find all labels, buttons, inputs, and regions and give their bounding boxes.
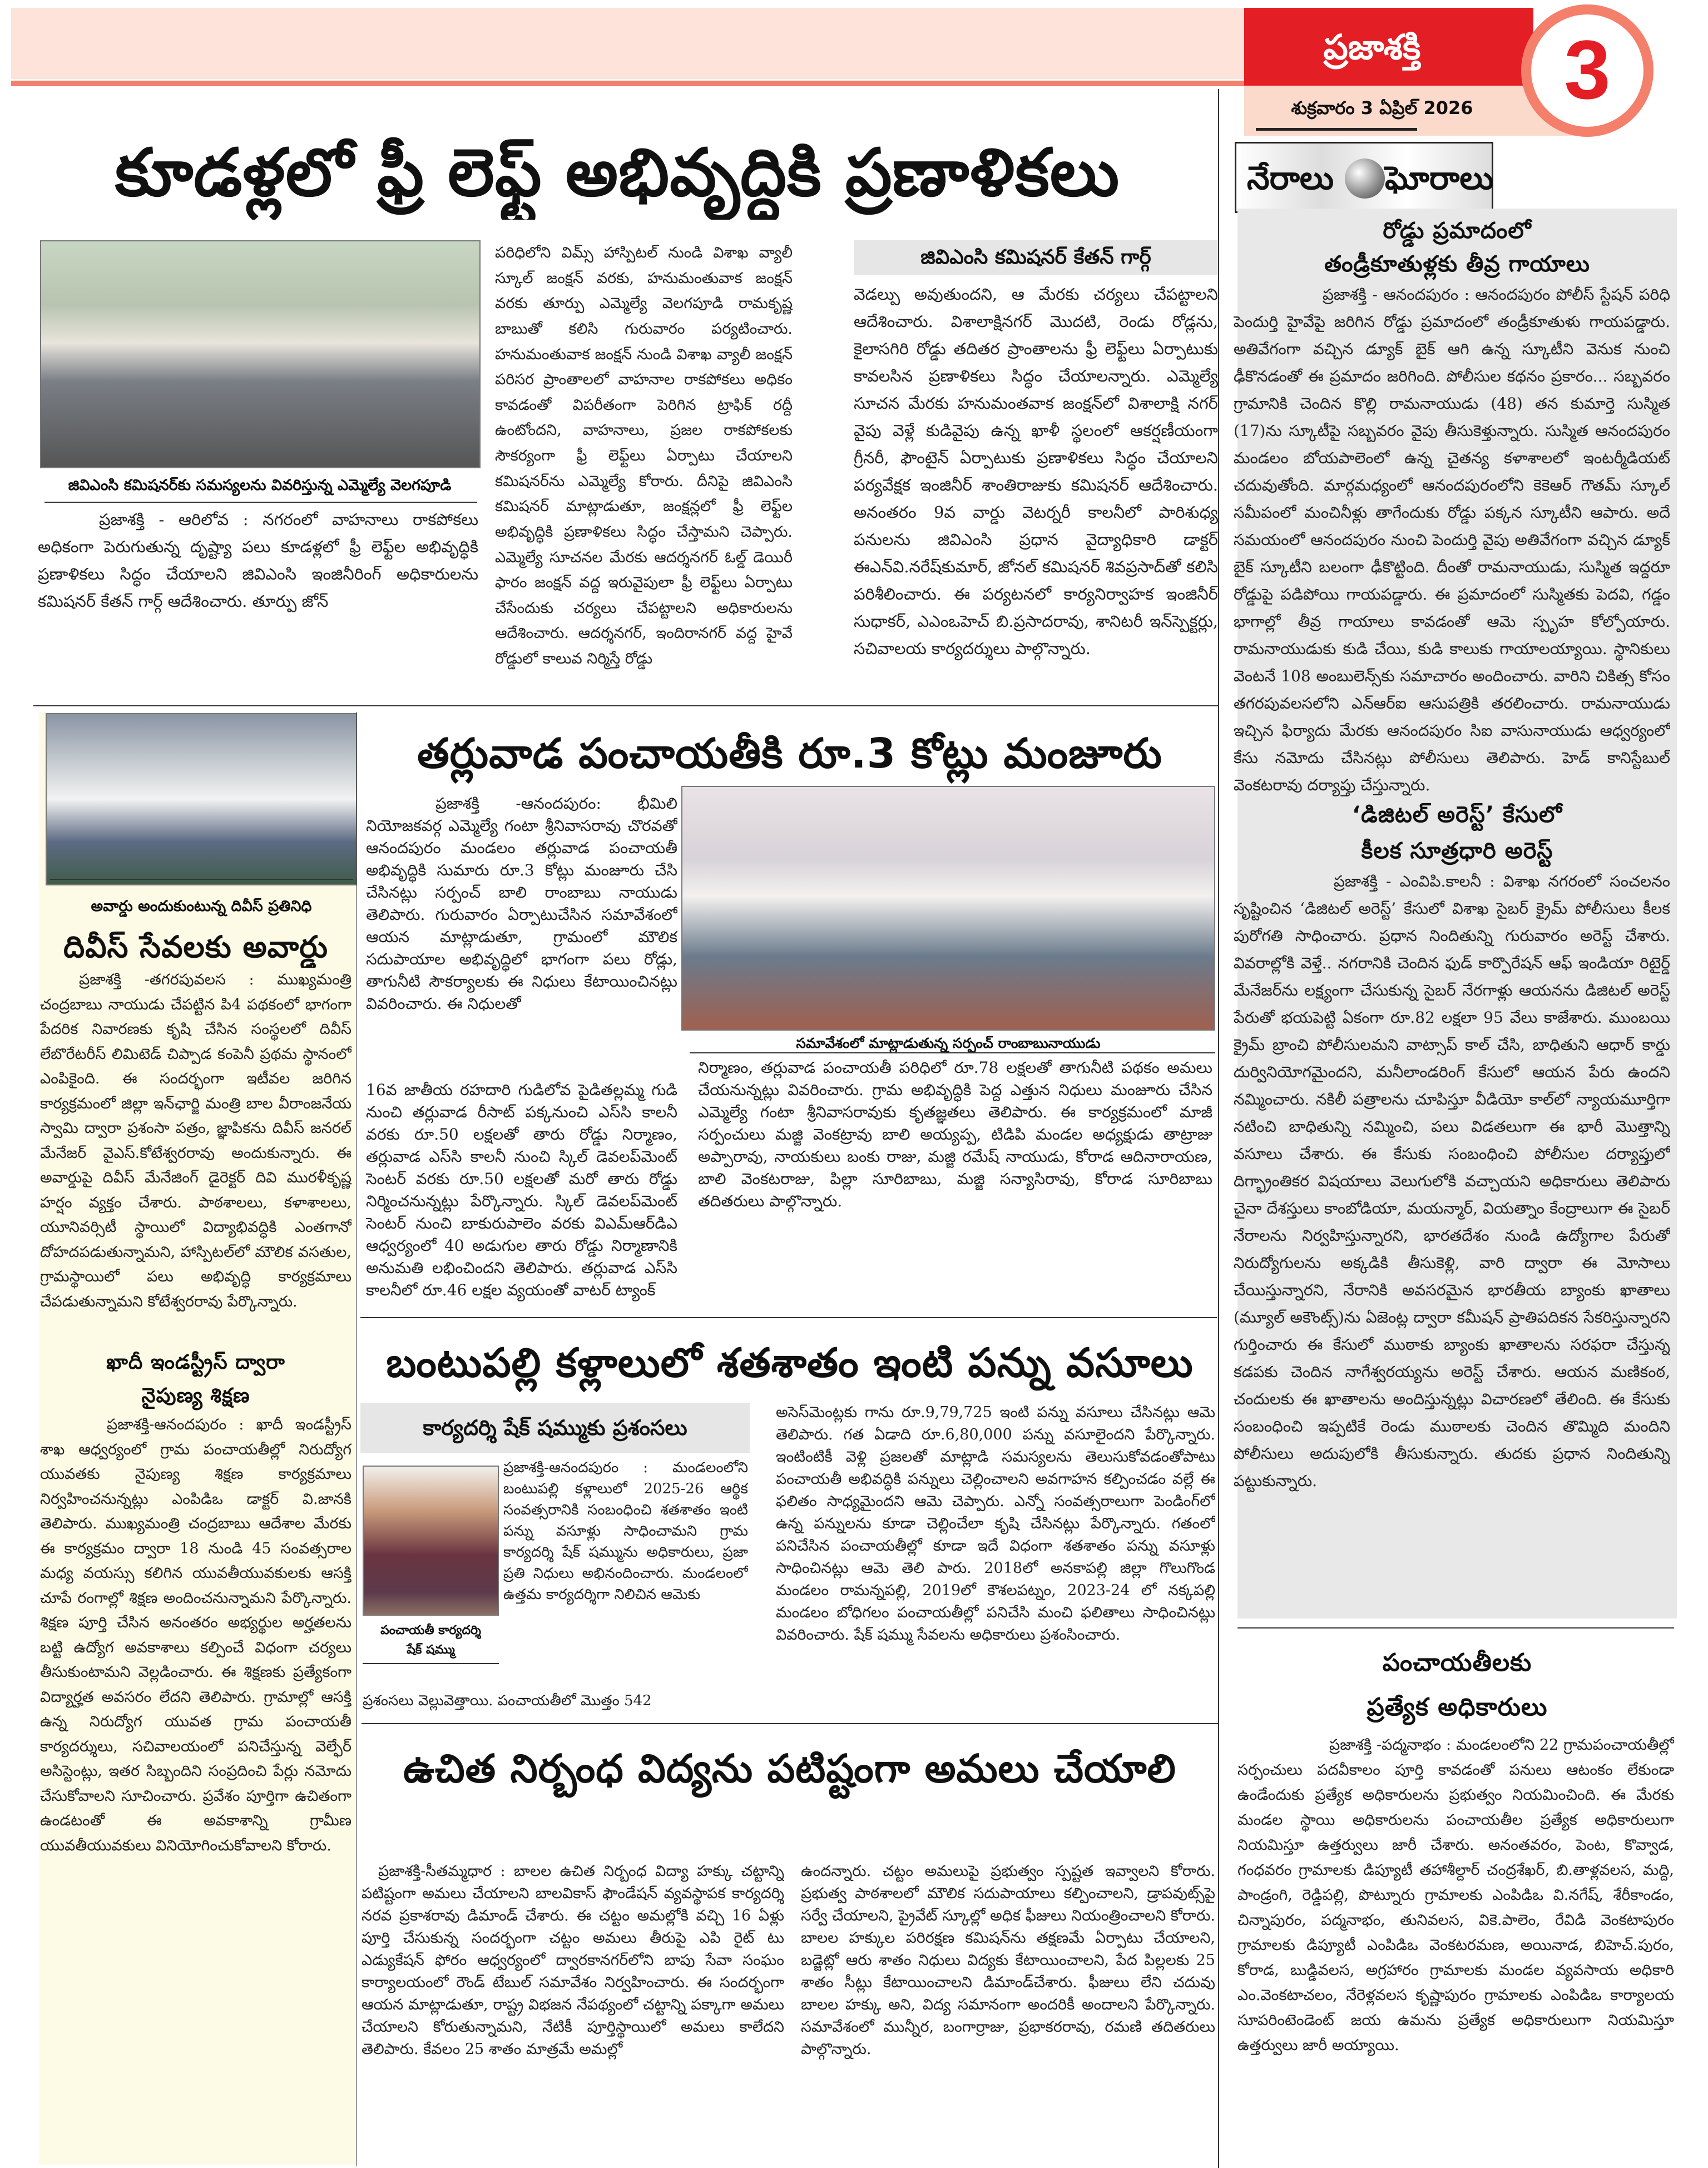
education-col1: ప్రజాశక్తి-సీతమ్మధార : బాలల ఉచిత నిర్బంధ విద్యా హక్కు చట్టాన్ని పటిష్టంగా అమలు చేయాలని బాలవికాస్ ఫౌండేషన్ వ్యవస్థాపక కార్యదర్శి నరవ ప్రకాశరావు డిమాండ్ చేశారు. ఈ చట్టం అమల్లోకి వచ్చి 16 ఏళ్లు పూర్తి చేసుకున్న సందర్భంగా చట్టం అమలు తీరుపై ఎపి రైట్ టు ఎడ్యుకేషన్ ఫోరం ఆధ్వర్యంలో ద్వారకానగర్‌లోని బాపు సేవా సంఘం కార్యాలయంలో రౌండ్ టేబుల్ సమావేశం నిర్వహించారు. ఈ సందర్భంగా ఆయన మాట్లాడుతూ, రాష్ట్ర విభజన నేపథ్యంలో చట్టాన్ని పక్కాగా అమలు చేయాలని కోరుతున్నామని, నేటికీ పూర్తిస్థాయిలో అమలు కాలేదని తెలిపారు. కేవలం 25 శాతం మాత్రమే అమల్లో xyxy=(362,1863,784,2058)
khadi-headline-2: నైపుణ్య శిక్షణ xyxy=(141,1384,250,1407)
header-underline xyxy=(11,81,1251,86)
tarluvada-photo-caption: సమావేశంలో మాట్లాడుతున్న సర్పంచ్ రాంబాబునాయుడు xyxy=(796,1035,1101,1051)
lead-headline: కూడళ్లలో ఫ్రీ లెఫ్ట్ అభివృద్ధికి ప్రణాళికలు xyxy=(115,134,1120,211)
arrest-headline-1: ‘డిజిటల్ అరెస్ట్’ కేసులో xyxy=(1351,802,1563,828)
accident-headline-1: రోడ్డు ప్రమాదంలో xyxy=(1383,218,1532,244)
divis-headline: దివీస్ సేవలకు అవార్డు xyxy=(63,929,328,964)
caption-rule xyxy=(44,502,477,503)
tarluvada-col1: ప్రజాశక్తి -ఆనందపురం: భీమిలి నియోజకవర్గ ఎమ్మెల్యే గంటా శ్రీనివాసరావు చొరవతో ఆనందపురం మండలం తర్లువాడ పంచాయతీ అభివృద్ధికి సుమారు రూ.3 కోట్లు మంజూరు చేసి చేసినట్లు సర్పంచ్ బాలి రాంబాబు నాయుడు తెలిపారు. గురువారం ఏర్పాటుచేసిన సమావేశంలో ఆయన మాట్లాడుతూ, గ్రామంలో మౌలిక సదుపాయాల అభివృద్ధిలో భాగంగా పలు రోడ్లు, తాగునీటి సౌకర్యాలకు ఈ నిధులు కేటాయించినట్లు వివరించారు. ఈ నిధులతో xyxy=(366,794,677,1013)
divis-body: ప్రజాశక్తి -తగరపువలస : ముఖ్యమంత్రి చంద్రబాబు నాయుడు చేపట్టిన పి4 పథకంలో భాగంగా పేదరిక నివారణకు కృషి చేసిన సంస్థలలో దివీస్ లేబొరేటరీస్ లిమిటెడ్ చిప్పాడ కంపెనీ ప్రథమ స్థానంలో ఎంపికైంది. ఈ సందర్భంగా ఇటీవల జరిగిన కార్యక్రమంలో జిల్లా ఇన్‌ఛార్జి మంత్రి బాల వీరాంజనేయ స్వామి ద్వారా ప్రశంసా పత్రం, జ్ఞాపికను దివీస్ జనరల్ మేనేజర్ వైఎస్.కోటేశ్వరరావు అందుకున్నారు. ఈ అవార్డుపై దివీస్ మేనేజింగ్ డైరెక్టర్ దివి మురళీకృష్ణ హర్షం వ్యక్తం చేశారు. పాఠశాలలు, కళాశాలలు, యూనివర్సిటీ స్థాయిలో విద్యాభివద్ధికి ఎంతగానో దోహదపడుతున్నామని, హాస్పిటల్‌లో మౌలిక వసతుల, గ్రామస్థాయిలో పలు అభివృద్ధి కార్యక్రమాలు చేపడుతున్నామని కోటేశ్వరరావు పేర్కొన్నారు. xyxy=(40,971,351,1310)
tax-col2: అసెస్‌మెంట్లకు గాను రూ.9,79,725 ఇంటి పన్ను వసూలు చేసినట్లు ఆమె తెలిపారు. గత ఏడాది రూ.6,80,000 పన్ను వసూలైందని పేర్కొన్నారు. ఇంటింటికీ వెళ్లి ప్రజలతో మాట్లాడి సమస్యలను తెలుసుకోవడంతోపాటు పంచాయతీ అభివద్ధికి పన్నులు చెల్లించాలని అవగాహన కల్పించడం వల్లే ఈ ఫలితం సాధ్యమైందని ఆమె చెప్పారు. ఎన్నో సంవత్సరాలుగా పెండింగ్‌లో ఉన్న పన్నులను కూడా చెల్లించేలా కృషి చేసినట్లు పేర్కొన్నారు. గతంలో పనిచేసిన పంచాయతీల్లో కూడా ఇదే విధంగా శతశాతం పన్ను వసూళ్లు సాధించినట్లు ఆమె తెలి పారు. 2018లో అనకాపల్లి జిల్లా గొలుగొండ మండలం రామన్నపల్లి, 2019లో కౌశలపట్నం, 2023-24 లో నక్కపల్లి మండలం బోధిగలం పంచాయతీల్లో పనిచేసి మంచి ఫలితాలు సాధించినట్లు వివరించారు. షేక్ షమ్ము సేవలను అధికారులు ప్రశంసించారు. xyxy=(776,1404,1215,1644)
tax-photo-caption-2: షేక్ షమ్ము xyxy=(407,1643,455,1657)
date-underline xyxy=(1256,128,1417,131)
tarluvada-rule xyxy=(360,1317,1217,1318)
crime-banner-right: ఘోరాలు xyxy=(1385,159,1494,197)
tax-caption-rule xyxy=(363,1663,499,1664)
tarluvada-photo xyxy=(681,786,1215,1031)
divis-photo-caption: అవార్డు అందుకుంటున్న దివీస్ ప్రతినిధి xyxy=(91,898,312,915)
lead-col1: ప్రజాశక్తి - ఆరిలోవ : నగరంలో వాహనాలు రాకపోకలు అధికంగా పెరుగుతున్న దృష్ట్యా పలు కూడళ్లలో ఫ్రీ లెఫ్ట్‌ల అభివృద్ధికి ప్రణాళికలు సిద్ధం చేయాలని జివిఎంసి ఇంజినీరింగ్ అధికారులను కమిషనర్ కేతన్ గార్గ్ ఆదేశించారు. తూర్పు జోన్ xyxy=(38,510,478,611)
tax-col1-top: ప్రజాశక్తి-ఆనందపురం : మండలంలోని బంటుపల్లి కళ్లాలులో 2025-26 ఆర్థిక సంవత్సరానికి సంబంధించి శతశాతం ఇంటి పన్ను వసూళ్లు సాధించామని గ్రామ కార్యదర్శి షేక్ షమ్మును అధికారులు, ప్రజా ప్రతి నిధులు అభినందించారు. మండలంలో ఉత్తమ కార్యదర్శిగా నిలిచిన ఆమెకు xyxy=(503,1459,748,1603)
page-number: 3 xyxy=(1564,23,1611,116)
accident-headline-2: తండ్రీకూతుళ్లకు తీవ్ర గాయాలు xyxy=(1324,251,1590,277)
tax-photo-caption-1: పంచాయతీ కార్యదర్శి xyxy=(380,1623,481,1637)
column-divider xyxy=(1218,89,1219,2168)
tax-headline: బంటుపల్లి కళ్లాలులో శతశాతం ఇంటి పన్ను వసూలు xyxy=(386,1339,1194,1386)
panchayat-headline-2: ప్రత్యేక అధికారులు xyxy=(1367,1693,1548,1721)
handcuff-icon xyxy=(1345,159,1385,199)
panchayat-body: ప్రజాశక్తి -పద్మనాభం : మండలంలోని 22 గ్రామపంచాయతీల్లో సర్పంచులు పదవీకాలం పూర్తి కావడంతో పనులు ఆటంకం లేకుండా ఉండేందుకు ప్రత్యేక అధికారులను ప్రభుత్వం నియమించింది. ఈ మేరకు మండల స్థాయి అధికారులను పంచాయతీల ప్రత్యేక అధికారులుగా నియమిస్తూ ఉత్తర్వులు జారీ చేశారు. అనంతవరం, పెంట, కొవ్వాడ, గంధవరం గ్రామాలకు డిప్యూటీ తహాశీల్దార్ చంద్రశేఖర్, బి.తాళ్లవలస, మద్ది, పాండ్రంగి, రెడ్డిపల్లి, పొట్నూరు గ్రామాలకు ఎంపిడిఒ వి.నగేష్, శేరీకాండం, చిన్నాపురం, పద్మనాభం, తునివలస, వికె.పాలెం, రేవిడి వెంకటాపురం గ్రామాలకు డిప్యూటీ ఎంపిడిఒ వెంకటరమణ, అయినాడ, బిహెచ్.పురం, కోరాడ, బుడ్డివలస, అగ్రహారం గ్రామాలకు మండల వ్యవసాయ అధికారి ఎం.వెంకటాచలం, నేరెళ్లవలస కృష్ణాపురం గ్రామాలకు ఎంపిడిఒ కార్యాలయ సూపరింటెండెంట్ జయ ఉమను ప్రత్యేక అధికారులుగా నియమిస్తూ ఉత్తర్వులు జారీ అయ్యాయి. xyxy=(1237,1736,1674,2054)
arrest-body: ప్రజాశక్తి - ఎంవిపి.కాలనీ : విశాఖ నగరంలో సంచలనం సృష్టించిన ‘డిజిటల్ అరెస్ట్’ కేసులో విశాఖ సైబర్ క్రైమ్ పోలీసులు కీలక పురోగతి సాధించారు. ప్రధాన నిందితున్ని గురువారం అరెస్ట్ చేశారు. వివరాల్లోకి వెళ్తే.. నగరానికి చెందిన ఫుడ్ కార్పొరేషన్ ఆఫ్ ఇండియా రిటైర్డ్ మేనేజర్‌ను లక్ష్యంగా చేసుకున్న సైబర్ నేరగాళ్లు ఆయనను డిజిటల్ అరెస్ట్ పేరుతో భయపెట్టి ఏకంగా రూ.82 లక్షలా 95 వేలు కాజేశారు. ముంబయి క్రైమ్ బ్రాంచి పోలీసులమని వాట్సాప్ కాల్ చేసి, బాధితుని ఆధార్ కార్డు దుర్వినియోగమైందని, మనీలాండరింగ్ కేసులో ఆయన పేరు ఉందని నమ్మించారు. నకిలీ పత్రాలను చూపిస్తూ వీడియో కాల్‌లో న్యాయమూర్తిగా నటించి బాధితున్ని నమ్మించి, పలు విడతలుగా ఈ భారీ మొత్తాన్ని వసూలు చేశారు. ఈ కేసుకు సంబంధించి పోలీసుల దర్యాప్తులో దిగ్భ్రాంతికర విషయాలు వెలుగులోకి వచ్చాయని అధికారులు తెలిపారు చైనా దేశస్తులు కాంబోడియా, మయన్మార్, వియత్నాం కేంద్రాలుగా ఈ సైబర్ నేరాలను నిర్వహిస్తున్నారని, భారతదేశం నుండి ఉద్యోగాల పేరుతో నిరుద్యోగులను అక్కడికి తీసుకెళ్లి, వారి ద్వారా ఈ మోసాలు చేయిస్తున్నారని, నేరానికి అవసరమైన భారతీయ బ్యాంకు ఖాతాలు (మ్యూల్ అకౌంట్స్)ను ఏజెంట్ల ద్వారా కమీషన్ ప్రాతిపదికన సేకరిస్తున్నారని గుర్తించారు ఈ కేసులో ముఠాకు బ్యాంకు ఖాతాలను సరఫరా చేస్తున్న కడపకు చెందిన నాగేశ్వరయ్యను అరెస్ట్ చేశారు. ఆయన మణికంఠ, చందులకు ఈ ఖాతాలను అందిస్తున్నట్లు విచారణలో తేలింది. ఈ కేసుకు సంబంధించి ఇప్పటికే రెండు ముఠాలకు చెందిన తొమ్మిది మందిని పోలీసులు అదుపులోకి తీసుకున్నారు. తుదకు ప్రధాన నిందితున్ని పట్టుకున్నారు. xyxy=(1234,872,1670,1490)
lead-photo xyxy=(40,240,481,468)
tax-col1-bottom: ప్రశంసలు వెల్లువెత్తాయి. పంచాయతీలో మొత్తం 542 xyxy=(363,1692,652,1709)
arrest-headline-2: కీలక సూత్రధారి అరెస్ట్ xyxy=(1361,838,1553,864)
tarluvada-col3: నిర్మాణం, తర్లువాడ పంచాయతీ పరిధిలో రూ.78 లక్షలతో తాగునీటి పథకం అమలు చేయనున్నట్లు వివరించారు. గ్రామ అభివృద్ధికి పెద్ద ఎత్తున నిధులు మంజూరు చేసిన ఎమ్మెల్యే గంటా శ్రీనివాసరావుకు కృతజ్ఞతలు తెలిపారు. ఈ కార్యక్రమంలో మాజీ సర్పంచులు మజ్జి వెంకట్రావు బాలి అయ్యప్ప, టిడిపి మండల అధ్యక్షుడు తాట్రాజు అప్పారావు, నాయకులు బంకు రాజు, మజ్జి రమేష్ నాయుడు, కోరాడ ఆదినారాయణ, బాలి వెంకటరాజు, పిల్లా సూరిబాబు, మజ్జి సన్యాసిరావు, కోరాడ సూరిబాబు తదితరులు పాల్గొన్నారు. xyxy=(698,1058,1212,1210)
tarluvada-caption-rule xyxy=(690,1052,1215,1053)
panchayat-headline-1: పంచాయతీలకు xyxy=(1382,1649,1532,1677)
education-headline: ఉచిత నిర్బంధ విద్యను పటిష్టంగా అమలు చేయాలి xyxy=(403,1746,1176,1791)
lead-photo-caption: జివిఎంసి కమిషనర్‌కు సమస్యలను వివరిస్తున్న ఎమ్మెల్యే వెలగపూడి xyxy=(68,477,452,494)
paper-logo: ప్రజాశక్తి xyxy=(1323,27,1421,67)
tarluvada-col2: 16వ జాతీయ రహదారి గుడిలోవ పైడితల్లమ్మ గుడి నుంచి తర్లువాడ రీసాట్ పక్కనుంచి ఎస్‌సి కాలనీ వరకు రూ.50 లక్షలతో తారు రోడ్డు నిర్మాణం, తర్లువాడ ఎస్‌సి కాలనీ నుంచి స్కిల్ డెవలప్‌మెంట్ సెంటర్ వరకు రూ.50 లక్షలతో మరో తారు రోడ్డు నిర్మించనున్నట్లు పేర్కొన్నారు. స్కిల్ డెవలప్‌మెంట్ సెంటర్ నుంచి బాకురుపాలెం వరకు విఎమ్‌ఆర్‌డిఎ ఆధ్వర్యంలో 40 అడుగుల తారు రోడ్డు నిర్మాణానికి అనుమతి లభించిందని తెలిపారు. తర్లువాడ ఎస్‌సి కాలనీలో రూ.46 లక్షల వ్యయంతో వాటర్ ట్యాంక్ xyxy=(366,1081,677,1299)
divis-caption-rule xyxy=(50,879,353,880)
khadi-body: ప్రజాశక్తి-ఆనందపురం : ఖాదీ ఇండస్ట్రీస్ శాఖ ఆధ్వర్యంలో గ్రామ పంచాయతీల్లో నిరుద్యోగ యువతకు నైపుణ్య శిక్షణ కార్యక్రమాలు నిర్వహించనున్నట్లు ఎంపిడిఒ డాక్టర్ వి.జానకి తెలిపారు. ముఖ్యమంత్రి చంద్రబాబు ఆదేశాల మేరకు ఈ కార్యక్రమం ద్వారా 18 నుండి 45 సంవత్సరాల మధ్య వయస్సు కలిగిన యువతీయువకులకు ఆసక్తి చూపే రంగాల్లో శిక్షణ అందించనున్నామని పేర్కొన్నారు. శిక్షణ పూర్తి చేసిన అనంతరం అభ్యర్థుల అర్హతలను బట్టి ఉద్యోగ అవకాశాలు కల్పించే విధంగా చర్యలు తీసుకుంటామని వెల్లడించారు. ఈ శిక్షణకు ప్రత్యేకంగా విద్యార్హత అవసరం లేదని తెలిపారు. గ్రామాల్లో ఆసక్తి ఉన్న నిరుద్యోగ యువత గ్రామ పంచాయతీ కార్యదర్శులు, సచివాలయంలో పనిచేస్తున్న వెల్ఫేర్ అసిస్టెంట్లు, ఇతర సిబ్బందిని సంప్రదించి పేర్లు నమోదు చేసుకోవాలని సూచించారు. ప్రవేశం పూర్తిగా ఉచితంగా ఉండటంతో ఈ అవకాశాన్ని గ్రామీణ యువతీయువకులు వినియోగించుకోవాలని కోరారు. xyxy=(40,1416,351,1854)
tax-photo xyxy=(363,1466,499,1616)
section-rule xyxy=(33,705,1218,706)
lead-col2: పరిధిలోని విమ్స్ హాస్పిటల్ నుండి విశాఖ వ్యాలీ స్కూల్ జంక్షన్ వరకు, హనుమంతువాక జంక్షన్ వరకు తూర్పు ఎమ్మెల్యే వెలగపూడి రామకృష్ణ బాబుతో కలిసి గురువారం పర్యటించారు. హనుమంతువాక జంక్షన్ నుండి విశాఖ వ్యాలీ జంక్షన్ పరిసర ప్రాంతాలలో వాహనాల రాకపోకలు అధికం కావడంతో విపరీతంగా పెరిగిన ట్రాఫిక్ రద్దీ ఉంటోందని, వాహనాలు, ప్రజల రాకపోకలకు సౌకర్యంగా ఫ్రీ లెఫ్ట్‌లు ఏర్పాటు చేయాలని కమిషనర్‌ను ఎమ్మెల్యే కోరారు. దీనిపై జివిఎంసి కమిషనర్ మాట్లాడుతూ, జంక్షన్లలో ఫ్రీ లెఫ్ట్‌ల అభివృద్ధికి ప్రణాళికలు సిద్ధం చేస్తామని చెప్పారు. ఎమ్మెల్యే సూచనల మేరకు ఆదర్శనగర్ ఓల్డ్ డెయిరీ ఫారం జంక్షన్ వద్ద ఇరువైపులా ఫ్రీ లెఫ్ట్‌లు ఏర్పాటు చేసేందుకు చర్యలు చేపట్టాలని అధికారులను ఆదేశించారు. ఆదర్శనగర్, ఇందిరానగర్ వద్ద హైవే రోడ్డులో కాలువ నిర్మిస్తే రోడ్డు xyxy=(495,244,793,667)
tarluvada-headline: తర్లువాడ పంచాయతీకి రూ.3 కోట్లు మంజూరు xyxy=(417,730,1162,778)
tax-subhead: కార్యదర్శి షేక్ షమ్ముకు ప్రశంసలు xyxy=(360,1403,750,1453)
khadi-headline-1: ఖాదీ ఇండస్ట్రీస్ ద్వారా xyxy=(106,1351,285,1374)
issue-date: శుక్రవారం 3 ఏప్రిల్ 2026 xyxy=(1291,97,1473,118)
lead-col3: వెడల్పు అవుతుందని, ఆ మేరకు చర్యలు చేపట్టాలని ఆదేశించారు. విశాలాక్షినగర్ మొదటి, రెండు రోడ్లను, కైలాసగిరి రోడ్డు తదితర ప్రాంతాలను ఫ్రీ లెఫ్ట్‌లు ఏర్పాటుకు కావలసిన ప్రణాళికలు సిద్ధం చేయాలన్నారు. ఎమ్మెల్యే సూచన మేరకు హనుమంతవాక జంక్షన్‌లో విశాలాక్షి నగర్ వైపు వెళ్లే కుడివైపు ఉన్న ఖాళీ స్థలంలో ఆకర్షణీయంగా గ్రీనరీ, ఫౌంటైన్ ఏర్పాటుకు ప్రణాళికలు సిద్ధం చేయాలని పర్యవేక్షక ఇంజినీర్ శాంతిరాజుకు కమిషనర్ ఆదేశించారు. అనంతరం 9వ వార్డు వెటర్నరీ కాలనీలో పారిశుధ్య పనులను జివిఎంసి ప్రధాన వైద్యాధికారి డాక్టర్ ఈఎన్‌వి.నరేష్‌కుమార్, జోనల్ కమిషనర్ శివప్రసాద్‌తో కలిసి పరిశీలించారు. ఈ పర్యటనలో కార్యనిర్వాహక ఇంజినీర్ సుధాకర్, ఎఎంఒహెచ్ బి.ప్రసాదరావు, శానిటరీ ఇన్‌స్పెక్టర్లు, సచివాలయ కార్యదర్శులు పాల్గొన్నారు. xyxy=(854,285,1218,658)
education-col2: ఉందన్నారు. చట్టం అమలుపై ప్రభుత్వం స్పష్టత ఇవ్వాలని కోరారు. ప్రభుత్వ పాఠశాలలో మౌలిక సదుపాయాలు కల్పించాలని, డ్రాపవుట్స్‌పై సర్వే చేయాలని, ప్రైవేట్ స్కూల్లో అధిక ఫీజులు నియంత్రించాలని కోరారు. బాలల హక్కుల పరిరక్షణ కమిషన్‌ను తక్షణమే ఏర్పాటు చేయాలని, బడ్జెట్లో ఆరు శాతం నిధులు విద్యకు కేటాయించాలని, పేద పిల్లలకు 25 శాతం సీట్లు కేటాయించాలని డిమాండ్‌చేశారు. ఫీజులు లేని చదువు బాలల హక్కు అని, విద్య సమానంగా అందరికీ అందాలని పేర్కొన్నారు. సమావేశంలో మున్నీర, బంగార్రాజు, ప్రభాకరరావు, రమణి తదితరులు పాల్గొన్నారు. xyxy=(801,1863,1215,2058)
right-column-rule xyxy=(1237,1627,1674,1629)
accident-body: ప్రజాశక్తి - ఆనందపురం : ఆనందపురం పోలీస్ స్టేషన్ పరిధి పెందుర్తి హైవేపై జరిగిన రోడ్డు ప్రమాదంలో తండ్రీకూతుళు గాయపడ్డారు. అతివేగంగా వచ్చిన డ్యూక్ బైక్ ఆగి ఉన్న స్కూటీని వెనుక నుంచి ఢీకొనడంతో ఈ ప్రమాదం జరిగింది. పోలీసుల కథనం ప్రకారం... సబ్బవరం గ్రామానికి చెందిన కొల్లి రామనాయుడు (48) తన కుమార్తె సుస్మిత (17)ను స్కూటీపై సబ్బవరం వైపు తీసుకెళ్తున్నారు. సుస్మిత ఆనందపురం మండలం బోయపాలెంలో ఉన్న చైతన్య కళాశాలలో ఇంటర్మీడియట్ చదువుతోంది. మార్గమధ్యంలో ఆనందపురంలోని కెకెఆర్ గౌతమ్ స్కూల్ సమీపంలో మంచినీళ్లు తాగేందుకు రోడ్డు పక్కన స్కూటీని ఆపారు. అదే సమయంలో ఆనందపురం నుంచి పెందుర్తి వైపు అతివేగంగా వచ్చిన డ్యూక్ బైక్ స్కూటీని బలంగా ఢీకొట్టింది. దీంతో రామనాయుడు, సుస్మిత ఇద్దరూ రోడ్డుపై పడిపోయి గాయపడ్డారు. ఈ ప్రమాదంలో సుస్మితకు పెదవి, గడ్డం భాగాల్లో తీవ్ర గాయాలు కావడంతో ఆమె స్పృహ కోల్పోయారు. రామనాయుడుకు కుడి చేయి, కుడి కాలుకు గాయాలయ్యాయి. స్థానికులు వెంటనే 108 అంబులెన్స్‌కు సమాచారం అందించారు. వారిని చికిత్స కోసం తగరపువలసలోని ఎన్‌ఆర్‌ఐ ఆసుపత్రికి తరలించారు. రామనాయుడు ఇచ్చిన ఫిర్యాదు మేరకు ఆనందపురం సిఐ వాసునాయుడు ఆధ్వర్యంలో కేసు నమోదు చేసినట్లు పోలీసులు తెలిపారు. హెడ్ కానిస్టేబుల్ వెంకటరావు దర్యాప్తు చేస్తున్నారు. xyxy=(1234,285,1670,794)
tax-rule xyxy=(362,1723,1218,1724)
header-band xyxy=(11,8,1251,79)
divis-photo xyxy=(46,713,357,885)
lead-subhead: జివిఎంసి కమిషనర్ కేతన్ గార్గ్ xyxy=(854,240,1218,275)
crime-banner-left: నేరాలు xyxy=(1246,159,1334,197)
